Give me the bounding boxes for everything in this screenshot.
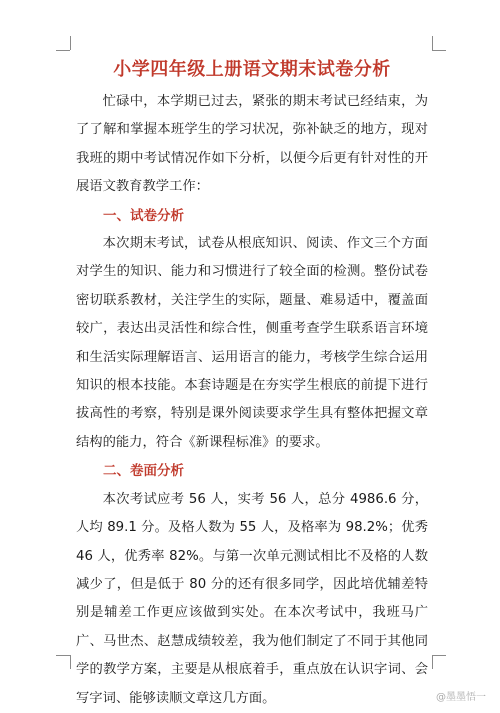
intro-paragraph: 忙碌中，本学期已过去，紧张的期末考试已经结束，为了了解和掌握本班学生的学习状况，弥补缺乏的地方，现对我班的期中考试情况作如下分析，以便今后更有针对性的开展语文教育教学工作： bbox=[76, 94, 428, 195]
crop-mark-bottom-right-h bbox=[432, 655, 446, 656]
crop-mark-bottom-right-v bbox=[432, 655, 433, 669]
section-1-heading: 一、试卷分析 bbox=[103, 207, 184, 224]
crop-mark-bottom-left-v bbox=[70, 655, 71, 669]
document-page bbox=[76, 58, 428, 713]
section-2-heading: 二、卷面分析 bbox=[103, 463, 184, 480]
crop-mark-top-left-h bbox=[56, 50, 70, 51]
section-1-paragraph: 本次期末考试，试卷从根底知识、阅读、作文三个方面对学生的知识、能力和习惯进行了较全面的检测。整份试卷密切联系教材，关注学生的实际，题量、难易适中，覆盖面较广，表达出灵活性和综合性，侧重考查学生联系语言环境和生活实际理解语言、运用语言的能力，考核学生综合运用知识的根本技能。本套诗题是在夯实学生根底的前提下进行拔高性的考察，特别是课外阅读要求学生具有整体把握文章结构的能力，符合《新课程标准》的要求。 bbox=[76, 236, 428, 450]
crop-mark-bottom-left-h bbox=[56, 655, 70, 656]
crop-mark-top-right-h bbox=[432, 50, 446, 51]
watermark: @墨墨悟一 bbox=[436, 692, 486, 703]
crop-mark-top-right-v bbox=[432, 36, 433, 50]
document-title: 小学四年级上册语文期末试卷分析 bbox=[113, 59, 391, 80]
section-2-paragraph: 本次考试应考 56 人，实考 56 人，总分 4986.6 分，人均 89.1 分。及格人数为 55 人，及格率为 98.2%；优秀 46 人，优秀率 82%。与第一次单元测试相比不及格的人数减少了，但是低于 80 分的还有很多同学，因此培优辅差特别是辅差工作更应该做到实处。在本次考试中，我班马广广、马世杰、赵慧成绩较差，我为他们制定了不同于其他同学的教学方案，主要是从根底着手，重点放在认识字词、会写字词、能够读顺文章这几方面。 bbox=[76, 491, 428, 706]
crop-mark-top-left-v bbox=[70, 36, 71, 50]
